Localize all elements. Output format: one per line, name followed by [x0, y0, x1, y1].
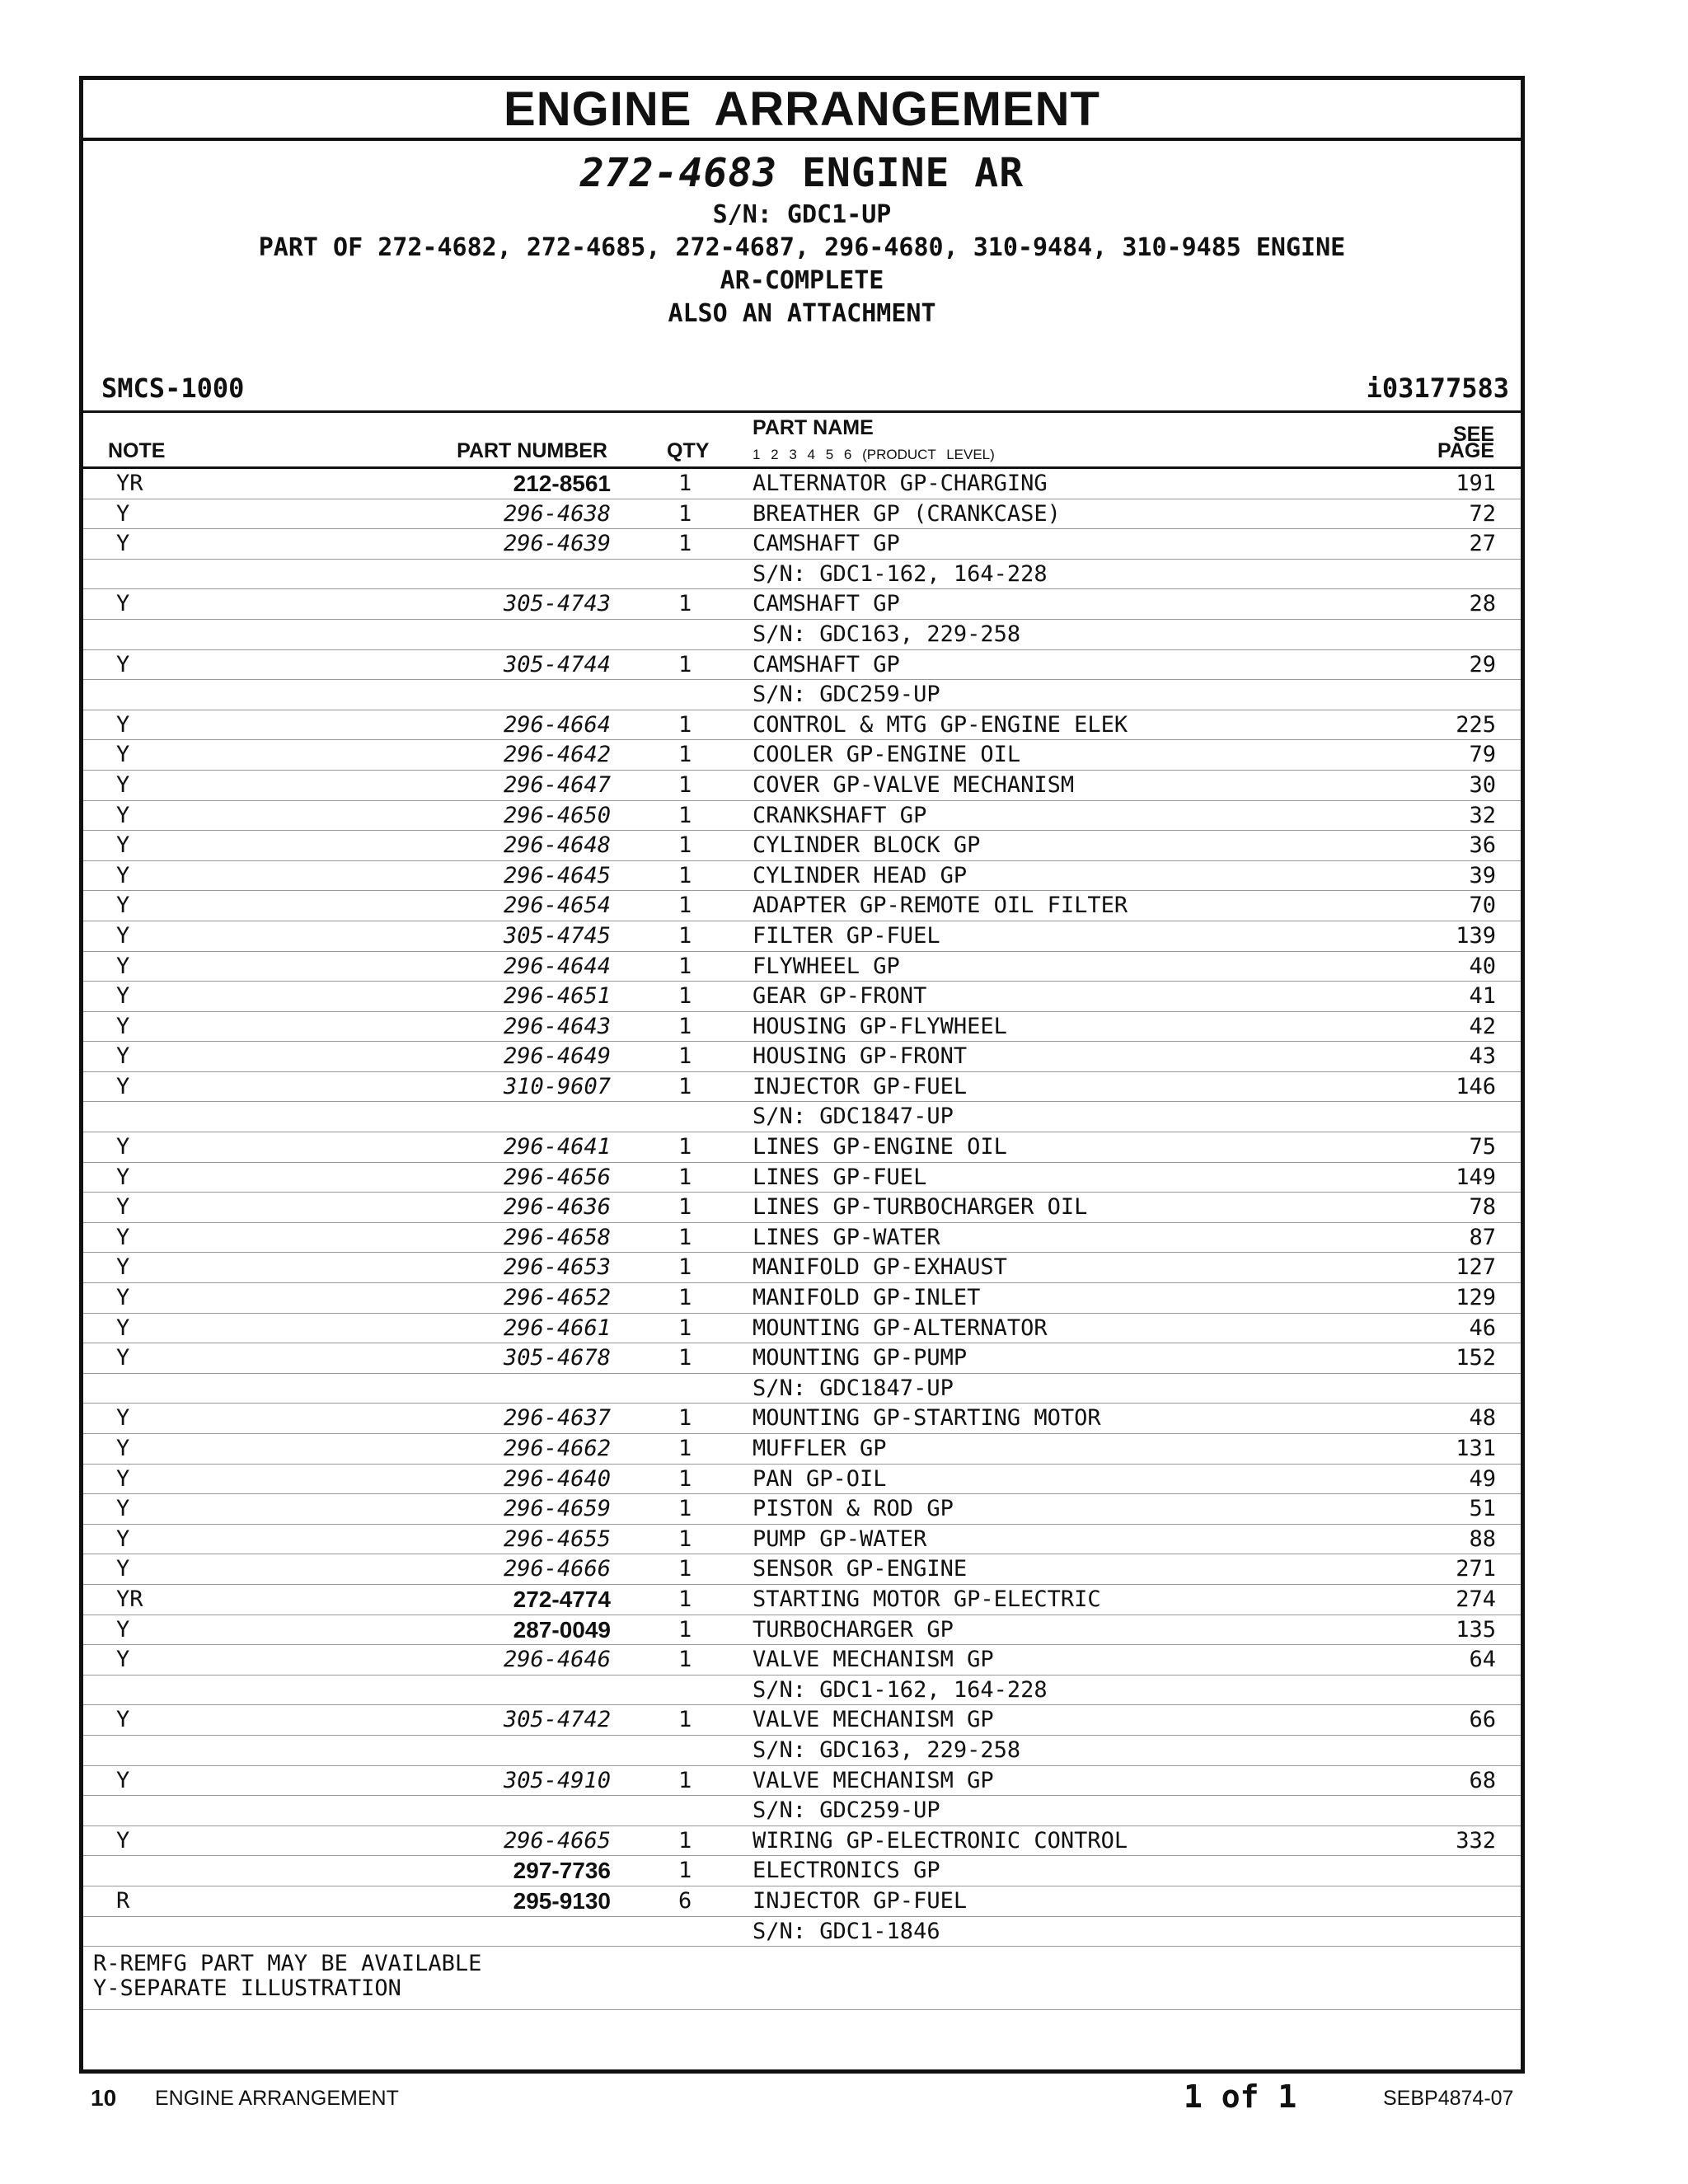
row-part-number: 296-4656 — [503, 1164, 611, 1190]
row-part-number: 296-4658 — [503, 1224, 611, 1250]
row-part-number: 296-4653 — [503, 1254, 611, 1281]
row-qty: 1 — [678, 1647, 692, 1673]
row-note: Y — [116, 1285, 130, 1311]
row-note: Y — [116, 1254, 130, 1281]
row-part-name: INJECTOR GP-FUEL — [753, 1887, 968, 1914]
row-note: Y — [116, 500, 130, 527]
page-title: ENGINE ARRANGEMENT — [83, 80, 1521, 141]
row-part-name: MOUNTING GP-PUMP — [753, 1345, 968, 1371]
table-row — [83, 982, 1521, 1012]
row-part-name: VALVE MECHANISM GP — [753, 1767, 994, 1793]
row-see-page: 41 — [1469, 983, 1496, 1010]
row-part-number: 272-4774 — [513, 1586, 611, 1612]
row-part-number: 295-9130 — [513, 1887, 611, 1914]
row-note: Y — [116, 1647, 130, 1673]
row-qty: 1 — [678, 471, 692, 496]
table-row — [83, 1856, 1521, 1886]
row-note: Y — [116, 1043, 130, 1070]
table-row — [83, 1494, 1521, 1525]
row-note: Y — [116, 1345, 130, 1371]
row-see-page: 28 — [1469, 591, 1496, 617]
row-part-name: S/N: GDC259-UP — [753, 1797, 940, 1824]
table-row — [83, 771, 1521, 801]
row-note: YR — [116, 471, 143, 496]
table-row — [83, 1917, 1521, 1947]
arrangement-part-number: 272-4683 — [579, 150, 778, 196]
parts-table — [83, 469, 1521, 1947]
row-part-number: 297-7736 — [513, 1858, 611, 1884]
row-see-page: 79 — [1469, 742, 1496, 768]
row-part-name: S/N: GDC163, 229-258 — [753, 1736, 1021, 1763]
row-qty: 1 — [678, 1315, 692, 1341]
row-part-number: 296-4649 — [503, 1043, 611, 1070]
row-part-name: S/N: GDC1-162, 164-228 — [753, 560, 1048, 587]
row-part-name: BREATHER GP (CRANKCASE) — [753, 500, 1061, 527]
table-row — [83, 1675, 1521, 1706]
row-part-name: FILTER GP-FUEL — [753, 922, 940, 949]
row-part-number: 296-4646 — [503, 1647, 611, 1673]
row-part-number: 296-4661 — [503, 1315, 611, 1341]
row-part-number: 296-4651 — [503, 983, 611, 1010]
row-see-page: 78 — [1469, 1194, 1496, 1221]
table-row — [83, 1645, 1521, 1675]
arrangement-header — [83, 141, 1521, 413]
row-see-page: 29 — [1469, 651, 1496, 677]
table-row — [83, 1826, 1521, 1857]
row-qty: 1 — [678, 771, 692, 798]
row-part-number: 296-4664 — [503, 711, 611, 738]
row-part-name: S/N: GDC1-1846 — [753, 1918, 940, 1944]
row-see-page: 51 — [1469, 1496, 1496, 1522]
row-qty: 1 — [678, 1285, 692, 1311]
table-row — [83, 1132, 1521, 1163]
table-row — [83, 1163, 1521, 1193]
row-part-name: ELECTRONICS GP — [753, 1858, 940, 1884]
row-qty: 1 — [678, 983, 692, 1010]
table-row — [83, 1554, 1521, 1585]
col-part-number: PART NUMBER — [457, 439, 607, 462]
row-part-name: S/N: GDC259-UP — [753, 682, 940, 708]
table-row — [83, 1525, 1521, 1555]
row-part-number: 212-8561 — [513, 471, 611, 496]
row-see-page: 88 — [1469, 1526, 1496, 1552]
header-line-attachment: ALSO AN ATTACHMENT — [668, 299, 936, 328]
row-part-name: MUFFLER GP — [753, 1436, 887, 1461]
row-part-name: HOUSING GP-FRONT — [753, 1043, 968, 1070]
row-part-number: 296-4654 — [503, 893, 611, 919]
row-see-page: 46 — [1469, 1315, 1496, 1341]
row-part-number: 310-9607 — [503, 1073, 611, 1099]
table-row — [83, 1585, 1521, 1615]
row-qty: 1 — [678, 1254, 692, 1281]
row-see-page: 152 — [1456, 1345, 1496, 1371]
row-see-page: 129 — [1456, 1285, 1496, 1311]
row-part-number: 296-4643 — [503, 1013, 611, 1039]
row-see-page: 39 — [1469, 862, 1496, 888]
row-see-page: 70 — [1469, 893, 1496, 919]
row-part-name: S/N: GDC1-162, 164-228 — [753, 1676, 1048, 1703]
table-row — [83, 1615, 1521, 1646]
col-page: PAGE — [1437, 439, 1494, 462]
row-note: Y — [116, 893, 130, 919]
row-see-page: 42 — [1469, 1013, 1496, 1039]
row-part-number: 296-4647 — [503, 771, 611, 798]
row-note: YR — [116, 1586, 143, 1612]
legend-notes — [83, 1947, 1521, 2010]
table-row — [83, 1404, 1521, 1434]
row-note: Y — [116, 1315, 130, 1341]
row-part-number: 296-4638 — [503, 500, 611, 527]
row-part-name: MOUNTING GP-STARTING MOTOR — [753, 1405, 1101, 1432]
col-part-name: PART NAME — [753, 416, 874, 439]
row-note: Y — [116, 1767, 130, 1793]
serial-range: S/N: GDC1-UP — [712, 200, 892, 229]
table-row — [83, 650, 1521, 681]
table-row — [83, 1072, 1521, 1103]
footer-doc-id: SEBP4874-07 — [1383, 2087, 1514, 2110]
row-part-number: 296-4645 — [503, 862, 611, 888]
row-qty: 1 — [678, 1345, 692, 1371]
row-part-number: 305-4745 — [503, 922, 611, 949]
part-of-line: PART OF 272-4682, 272-4685, 272-4687, 296-4680, 310-9484, 310-9485 ENGINE — [258, 233, 1346, 262]
row-note: Y — [116, 1164, 130, 1190]
column-headers — [83, 413, 1521, 469]
row-qty: 1 — [678, 1224, 692, 1250]
info-id: i03177583 — [1366, 373, 1509, 404]
table-row — [83, 952, 1521, 982]
col-note: NOTE — [108, 439, 166, 462]
row-part-name: CAMSHAFT GP — [753, 591, 900, 617]
row-see-page: 64 — [1469, 1647, 1496, 1673]
row-part-name: GEAR GP-FRONT — [753, 983, 927, 1010]
row-part-name: COVER GP-VALVE MECHANISM — [753, 771, 1075, 798]
legend-note-y: Y-SEPARATE ILLUSTRATION — [93, 1975, 401, 2002]
col-product-levels: 1 2 3 4 5 6 (PRODUCT LEVEL) — [753, 447, 995, 462]
table-row — [83, 1193, 1521, 1223]
row-note: Y — [116, 1465, 130, 1492]
row-see-page: 32 — [1469, 802, 1496, 828]
row-qty: 1 — [678, 1858, 692, 1884]
row-see-page: 27 — [1469, 531, 1496, 557]
row-see-page: 131 — [1456, 1436, 1496, 1461]
row-qty: 1 — [678, 591, 692, 617]
row-part-name: VALVE MECHANISM GP — [753, 1707, 994, 1733]
row-part-number: 305-4742 — [503, 1707, 611, 1733]
row-part-number: 305-4744 — [503, 651, 611, 677]
row-part-name: S/N: GDC1847-UP — [753, 1104, 954, 1130]
row-part-number: 296-4640 — [503, 1465, 611, 1492]
row-note: Y — [116, 1073, 130, 1099]
row-note: Y — [116, 1134, 130, 1160]
table-row — [83, 1314, 1521, 1344]
row-note: Y — [116, 771, 130, 798]
table-row — [83, 469, 1521, 499]
table-row — [83, 1102, 1521, 1132]
row-part-name: CYLINDER HEAD GP — [753, 862, 968, 888]
row-see-page: 191 — [1456, 471, 1496, 496]
row-qty: 1 — [678, 1767, 692, 1793]
row-note: Y — [116, 1224, 130, 1250]
row-qty: 1 — [678, 1073, 692, 1099]
row-part-name: SENSOR GP-ENGINE — [753, 1556, 968, 1582]
row-part-name: S/N: GDC1847-UP — [753, 1375, 954, 1401]
row-part-number: 305-4678 — [503, 1345, 611, 1371]
row-see-page: 127 — [1456, 1254, 1496, 1281]
row-part-number: 287-0049 — [513, 1616, 611, 1643]
row-part-name: MANIFOLD GP-INLET — [753, 1285, 981, 1311]
table-row — [83, 1012, 1521, 1043]
row-part-number: 296-4662 — [503, 1436, 611, 1461]
row-see-page: 225 — [1456, 711, 1496, 738]
row-part-name: PAN GP-OIL — [753, 1465, 887, 1492]
table-row — [83, 831, 1521, 861]
table-row — [83, 1705, 1521, 1736]
row-qty: 1 — [678, 862, 692, 888]
smcs-code: SMCS-1000 — [101, 373, 245, 404]
row-part-number: 296-4641 — [503, 1134, 611, 1160]
row-part-name: PUMP GP-WATER — [753, 1526, 927, 1552]
row-part-name: HOUSING GP-FLYWHEEL — [753, 1013, 1007, 1039]
row-part-name: LINES GP-ENGINE OIL — [753, 1134, 1007, 1160]
row-part-name: LINES GP-WATER — [753, 1224, 940, 1250]
row-part-number: 296-4665 — [503, 1827, 611, 1854]
footer-page-count: 1 of 1 — [1184, 2079, 1297, 2115]
col-see: SEE — [1452, 423, 1494, 446]
table-row — [83, 1374, 1521, 1404]
row-part-name: ALTERNATOR GP-CHARGING — [753, 471, 1048, 496]
row-part-name: INJECTOR GP-FUEL — [753, 1073, 968, 1099]
table-row — [83, 680, 1521, 710]
row-qty: 1 — [678, 953, 692, 979]
row-note: Y — [116, 591, 130, 617]
row-see-page: 149 — [1456, 1164, 1496, 1190]
row-part-name: FLYWHEEL GP — [753, 953, 900, 979]
row-see-page: 40 — [1469, 953, 1496, 979]
row-qty: 1 — [678, 711, 692, 738]
row-see-page: 43 — [1469, 1043, 1496, 1070]
row-part-name: PISTON & ROD GP — [753, 1496, 954, 1522]
row-note: Y — [116, 953, 130, 979]
legend-note-r: R-REMFG PART MAY BE AVAILABLE — [93, 1951, 482, 1977]
table-row — [83, 710, 1521, 741]
row-qty: 1 — [678, 1465, 692, 1492]
row-qty: 1 — [678, 893, 692, 919]
row-qty: 1 — [678, 1194, 692, 1221]
row-qty: 1 — [678, 1616, 692, 1643]
page-frame — [79, 76, 1525, 2074]
row-qty: 1 — [678, 1405, 692, 1432]
row-see-page: 49 — [1469, 1465, 1496, 1492]
row-see-page: 135 — [1456, 1616, 1496, 1643]
row-qty: 1 — [678, 531, 692, 557]
table-row — [83, 1434, 1521, 1465]
table-row — [83, 499, 1521, 530]
row-qty: 1 — [678, 500, 692, 527]
row-part-name: CRANKSHAFT GP — [753, 802, 927, 828]
row-qty: 1 — [678, 651, 692, 677]
row-part-name: COOLER GP-ENGINE OIL — [753, 742, 1021, 768]
arrangement-description: ENGINE AR — [802, 150, 1025, 196]
row-part-name: WIRING GP-ELECTRONIC CONTROL — [753, 1827, 1128, 1854]
row-see-page: 30 — [1469, 771, 1496, 798]
col-qty: QTY — [667, 439, 710, 462]
row-see-page: 75 — [1469, 1134, 1496, 1160]
row-part-name: ADAPTER GP-REMOTE OIL FILTER — [753, 893, 1128, 919]
row-qty: 1 — [678, 742, 692, 768]
table-row — [83, 1886, 1521, 1917]
row-part-name: LINES GP-TURBOCHARGER OIL — [753, 1194, 1088, 1221]
row-qty: 1 — [678, 802, 692, 828]
row-qty: 1 — [678, 1586, 692, 1612]
row-qty: 1 — [678, 922, 692, 949]
table-row — [83, 1283, 1521, 1314]
row-see-page: 332 — [1456, 1827, 1496, 1854]
row-note: Y — [116, 922, 130, 949]
row-part-name: STARTING MOTOR GP-ELECTRIC — [753, 1586, 1101, 1612]
row-note: R — [116, 1887, 130, 1914]
row-part-name: TURBOCHARGER GP — [753, 1616, 954, 1643]
row-qty: 1 — [678, 1134, 692, 1160]
row-part-number: 296-4639 — [503, 531, 611, 557]
row-note: Y — [116, 832, 130, 859]
footer-page-number: 10 — [91, 2085, 117, 2111]
row-note: Y — [116, 1496, 130, 1522]
table-row — [83, 1223, 1521, 1254]
row-note: Y — [116, 1405, 130, 1432]
row-part-name: MOUNTING GP-ALTERNATOR — [753, 1315, 1048, 1341]
row-qty: 1 — [678, 1556, 692, 1582]
row-see-page: 68 — [1469, 1767, 1496, 1793]
row-part-number: 296-4636 — [503, 1194, 611, 1221]
table-row — [83, 529, 1521, 560]
row-note: Y — [116, 531, 130, 557]
footer-section: ENGINE ARRANGEMENT — [155, 2087, 399, 2110]
table-row — [83, 1736, 1521, 1766]
row-part-number: 296-4650 — [503, 802, 611, 828]
row-note: Y — [116, 651, 130, 677]
row-part-number: 296-4666 — [503, 1556, 611, 1582]
row-note: Y — [116, 1436, 130, 1461]
table-row — [83, 1343, 1521, 1374]
table-row — [83, 1042, 1521, 1072]
row-note: Y — [116, 1616, 130, 1643]
row-part-name: LINES GP-FUEL — [753, 1164, 927, 1190]
row-note: Y — [116, 1194, 130, 1221]
row-qty: 1 — [678, 1496, 692, 1522]
row-note: Y — [116, 802, 130, 828]
row-see-page: 66 — [1469, 1707, 1496, 1733]
row-qty: 1 — [678, 1707, 692, 1733]
row-part-name: S/N: GDC163, 229-258 — [753, 621, 1021, 647]
row-note: Y — [116, 742, 130, 768]
row-see-page: 146 — [1456, 1073, 1496, 1099]
row-part-number: 296-4655 — [503, 1526, 611, 1552]
row-part-number: 296-4644 — [503, 953, 611, 979]
row-note: Y — [116, 1013, 130, 1039]
row-qty: 1 — [678, 1164, 692, 1190]
row-qty: 1 — [678, 1827, 692, 1854]
row-part-name: CAMSHAFT GP — [753, 651, 900, 677]
table-row — [83, 921, 1521, 952]
table-row — [83, 1766, 1521, 1797]
row-note: Y — [116, 711, 130, 738]
table-row — [83, 861, 1521, 892]
row-part-name: CYLINDER BLOCK GP — [753, 832, 981, 859]
table-row — [83, 891, 1521, 921]
table-row — [83, 1465, 1521, 1495]
row-part-name: VALVE MECHANISM GP — [753, 1647, 994, 1673]
table-row — [83, 620, 1521, 650]
row-note: Y — [116, 983, 130, 1010]
row-part-number: 296-4637 — [503, 1405, 611, 1432]
table-row — [83, 560, 1521, 590]
row-part-name: CONTROL & MTG GP-ENGINE ELEK — [753, 711, 1128, 738]
row-part-number: 296-4659 — [503, 1496, 611, 1522]
row-see-page: 36 — [1469, 832, 1496, 859]
row-part-number: 296-4648 — [503, 832, 611, 859]
row-see-page: 139 — [1456, 922, 1496, 949]
row-part-name: CAMSHAFT GP — [753, 531, 900, 557]
row-note: Y — [116, 1556, 130, 1582]
row-note: Y — [116, 862, 130, 888]
row-note: Y — [116, 1707, 130, 1733]
row-note: Y — [116, 1526, 130, 1552]
page-footer — [0, 2079, 1688, 2120]
table-row — [83, 801, 1521, 832]
row-part-name: MANIFOLD GP-EXHAUST — [753, 1254, 1007, 1281]
row-qty: 1 — [678, 1526, 692, 1552]
row-qty: 1 — [678, 832, 692, 859]
row-see-page: 87 — [1469, 1224, 1496, 1250]
row-qty: 1 — [678, 1013, 692, 1039]
header-line-complete: AR-COMPLETE — [720, 266, 884, 295]
table-row — [83, 1253, 1521, 1283]
row-part-number: 296-4652 — [503, 1285, 611, 1311]
row-part-number: 305-4743 — [503, 591, 611, 617]
row-note: Y — [116, 1827, 130, 1854]
row-see-page: 72 — [1469, 500, 1496, 527]
row-qty: 1 — [678, 1436, 692, 1461]
row-see-page: 271 — [1456, 1556, 1496, 1582]
row-part-number: 296-4642 — [503, 742, 611, 768]
row-see-page: 274 — [1456, 1586, 1496, 1612]
row-qty: 1 — [678, 1043, 692, 1070]
table-row — [83, 740, 1521, 771]
arrangement-heading — [83, 148, 1521, 199]
table-row — [83, 1796, 1521, 1826]
table-row — [83, 589, 1521, 620]
row-see-page: 48 — [1469, 1405, 1496, 1432]
row-part-number: 305-4910 — [503, 1767, 611, 1793]
row-qty: 6 — [678, 1887, 692, 1914]
